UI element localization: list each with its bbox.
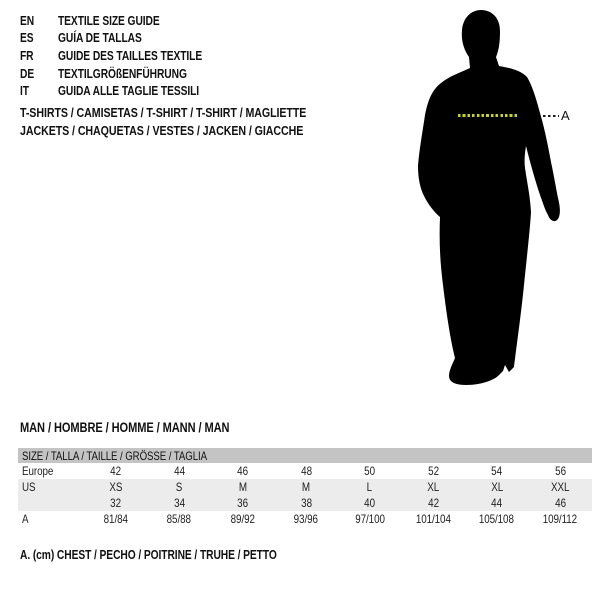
size-cell: M [302,480,311,494]
language-title: GUIDA ALLE TAGLIE TESSILI [58,84,200,99]
size-cell: XS [109,480,123,494]
size-cell: 40 [364,496,376,510]
size-cell: 46 [237,464,249,478]
language-row-es [20,30,234,48]
language-row-de [20,65,234,83]
table-row-numeric [18,495,592,511]
size-cell: 34 [173,496,185,510]
language-code: IT [20,84,29,99]
language-title: GUÍA DE TALLAS [58,31,142,46]
size-cell: 36 [237,496,249,510]
size-cell: 101/104 [415,512,451,526]
size-cell: 89/92 [230,512,255,526]
language-title: TEXTILE SIZE GUIDE [58,13,160,28]
table-row-chest-a [18,511,592,527]
size-table [18,448,592,527]
table-row-us [18,479,592,495]
measure-pointer-dashes [543,115,559,117]
language-list [20,12,234,100]
row-label: A [22,512,29,526]
row-label [18,496,84,510]
size-table-header: SIZE / TALLA / TAILLE / GRÖSSE / TAGLIA [18,448,592,463]
size-cell: L [367,480,373,494]
size-cell: 38 [300,496,312,510]
footnote-chest-measure: A. (cm) CHEST / PECHO / POITRINE / TRUHE / PETTO [20,548,277,562]
size-cell: 52 [427,464,439,478]
language-title: GUIDE DES TAILLES TEXTILE [58,48,203,63]
size-cell: 85/88 [167,512,192,526]
man-silhouette-icon [410,0,600,400]
size-cell: 54 [491,464,503,478]
size-cell: 44 [491,496,503,510]
table-row-europe [18,463,592,479]
size-cell: 32 [110,496,122,510]
size-cell: XXL [551,480,570,494]
size-cell: M [238,480,247,494]
size-cell: XL [490,480,503,494]
chest-measure-dashed-line [458,114,518,117]
size-cell: 46 [554,496,566,510]
language-code: ES [20,31,34,46]
language-row-it [20,82,234,100]
size-cell: 42 [110,464,122,478]
language-title: TEXTILGRÖßENFÜHRUNG [58,66,187,81]
size-cell: 44 [173,464,185,478]
man-silhouette-shape [418,10,560,385]
size-cell: 105/108 [479,512,515,526]
size-cell: 56 [554,464,566,478]
size-cell: 109/112 [543,512,578,526]
language-code: EN [20,13,35,28]
category-jackets: JACKETS / CHAQUETAS / VESTES / JACKEN / GIACCHE [20,123,304,139]
size-cell: 50 [364,464,376,478]
size-cell: 93/96 [294,512,319,526]
size-cell: XL [427,480,440,494]
category-lines [20,104,369,141]
row-label: Europe [22,464,54,478]
language-code: DE [20,66,35,81]
section-title-man: MAN / HOMBRE / HOMME / MANN / MAN [20,420,230,435]
size-cell: 97/100 [354,512,385,526]
language-row-fr [20,47,234,65]
size-cell: 42 [427,496,439,510]
size-cell: S [176,480,183,494]
measure-label-a: A [561,108,570,123]
size-cell: 81/84 [103,512,128,526]
row-label: US [22,480,36,494]
language-code: FR [20,48,34,63]
size-cell: 48 [300,464,312,478]
language-row-en [20,12,234,30]
category-tshirts: T-SHIRTS / CAMISETAS / T-SHIRT / T-SHIRT / MAGLIETTE [20,105,307,120]
